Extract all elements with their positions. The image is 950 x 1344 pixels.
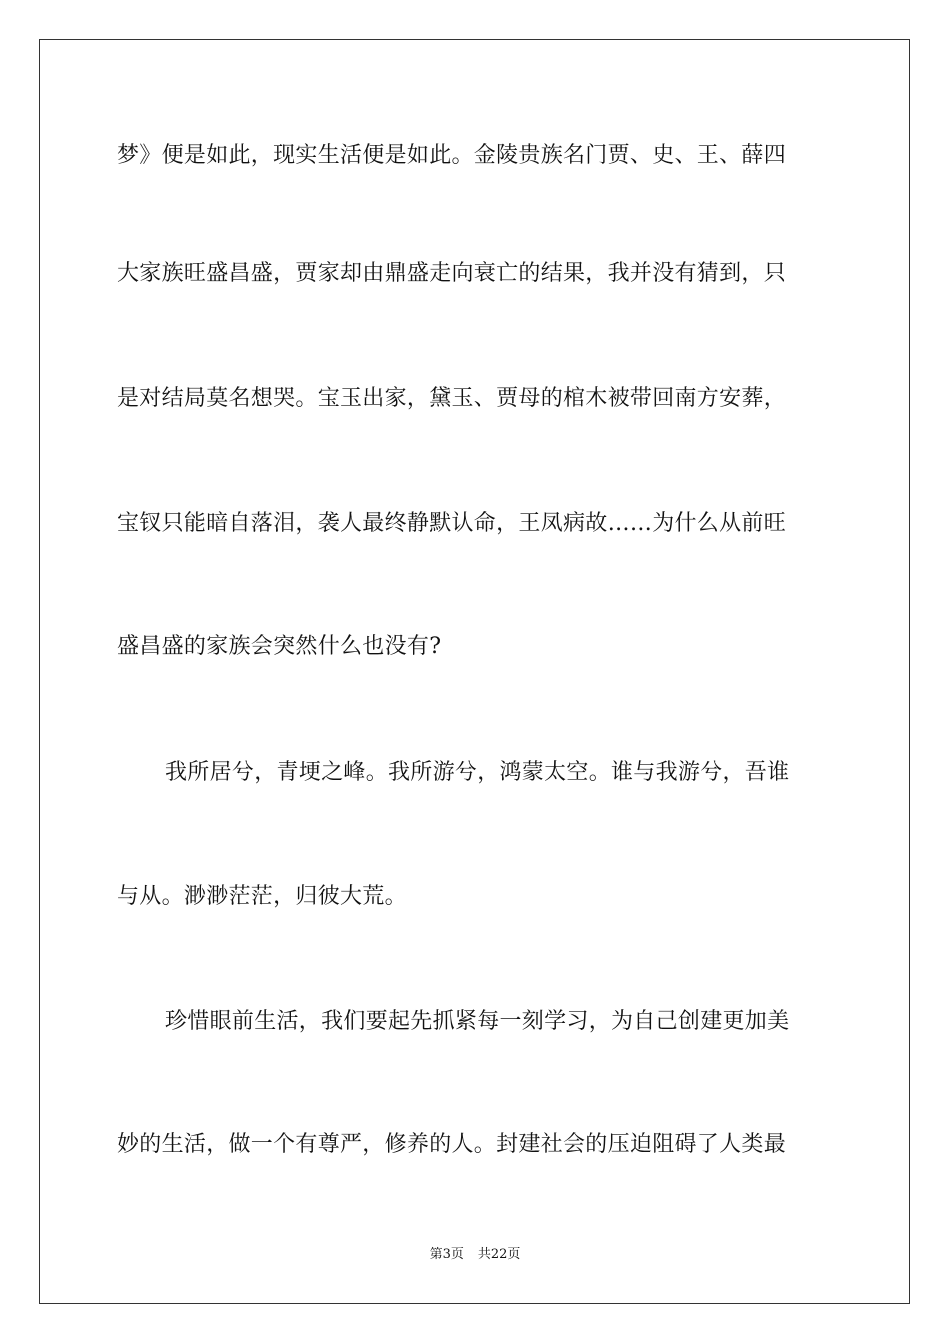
text-line: 宝钗只能暗自落泪，袭人最终静默认命，王凤病故……为什么从前旺 (117, 511, 787, 536)
text-line: 大家族旺盛昌盛，贾家却由鼎盛走向衰亡的结果，我并没有猜到，只 (117, 261, 787, 286)
page-footer (0, 1246, 950, 1264)
text-line: 妙的生活，做一个有尊严，修养的人。封建社会的压迫阻碍了人类最 (117, 1132, 787, 1157)
page-border (39, 39, 910, 1304)
paragraph-first-line: 珍惜眼前生活，我们要起先抓紧每一刻学习，为自己创建更加美 (165, 1009, 790, 1034)
page-total: 共22页 (477, 1247, 521, 1262)
text-line: 是对结局莫名想哭。宝玉出家，黛玉、贾母的棺木被带回南方安葬， (117, 386, 787, 411)
text-line: 梦》便是如此，现实生活便是如此。金陵贵族名门贾、史、王、薛四 (117, 143, 787, 168)
paragraph-first-line: 我所居兮，青埂之峰。我所游兮，鸿蒙太空。谁与我游兮，吾谁 (165, 760, 790, 785)
page-number: 第3页 (429, 1247, 464, 1262)
text-line: 盛昌盛的家族会突然什么也没有? (117, 634, 442, 659)
text-line: 与从。渺渺茫茫，归彼大荒。 (117, 884, 407, 909)
